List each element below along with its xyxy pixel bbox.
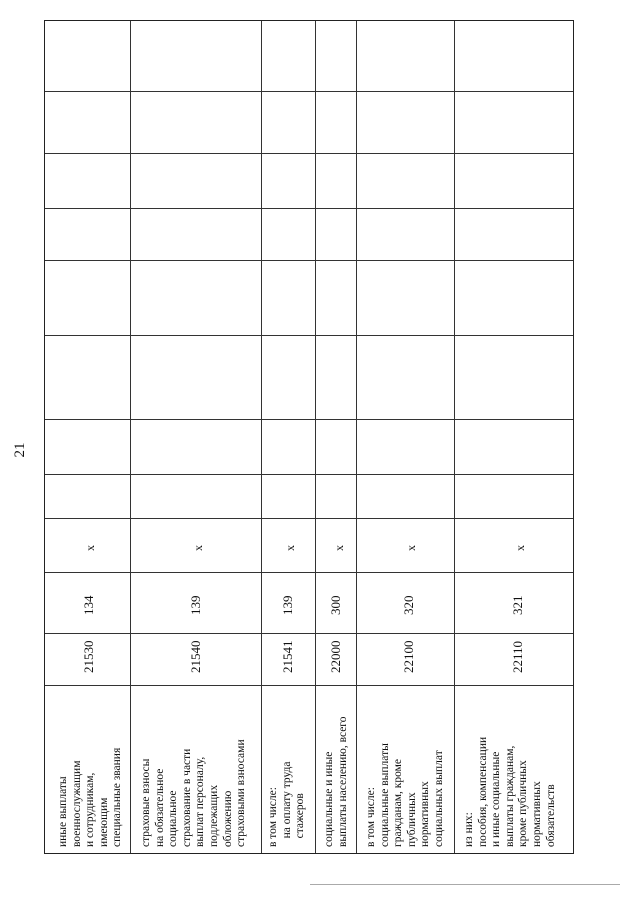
line-code: 22100 [401,640,416,673]
budget-code: 321 [510,595,525,615]
row-divider [130,21,131,853]
col-divider [45,153,573,154]
budget-code: 139 [188,595,203,615]
row-label: иные выплаты военнослужащим и сотрудникам, имеющим специальные звания [57,747,124,847]
line-code: 22000 [328,640,343,673]
x-mark: x [283,545,297,551]
col-divider [45,91,573,92]
x-mark: x [513,545,527,551]
x-mark: x [332,545,346,551]
col-divider [45,572,573,573]
row-label: страховые взносы на обязательное социальное страхование в части выплат персоналу, подлежащих обложению страховыми взносами [140,739,248,847]
row-label: в том числе: социальные выплаты гражданам, кроме публичных нормативных социальных выплат [365,743,445,847]
budget-code: 320 [401,595,416,615]
x-mark: x [191,545,205,551]
x-mark: x [83,545,97,551]
line-code: 21530 [81,640,96,673]
col-divider [45,419,573,420]
x-mark: x [404,545,418,551]
budget-code: 134 [81,595,96,615]
line-code: 22110 [510,640,525,673]
budget-code: 300 [328,595,343,615]
row-divider [454,21,455,853]
col-divider [45,335,573,336]
col-divider [45,208,573,209]
col-divider [45,685,573,686]
row-label: социальные и иные выплаты населению, всего [323,716,349,847]
row-label: из них: пособия, компенсации и иные социальные выплаты гражданам, кроме публичных нормативных обязательств [463,736,557,847]
col-divider [45,260,573,261]
line-code: 21540 [188,640,203,673]
row-divider [261,21,262,853]
row-divider [315,21,316,853]
row-label: в том числе: на оплату труда стажеров [267,761,307,847]
col-divider [45,518,573,519]
col-divider [45,474,573,475]
page-edge-line [310,884,620,885]
col-divider [45,633,573,634]
budget-table [44,20,574,854]
budget-code: 139 [280,595,295,615]
page-number: 21 [12,442,28,458]
line-code: 21541 [280,640,295,673]
row-divider [356,21,357,853]
